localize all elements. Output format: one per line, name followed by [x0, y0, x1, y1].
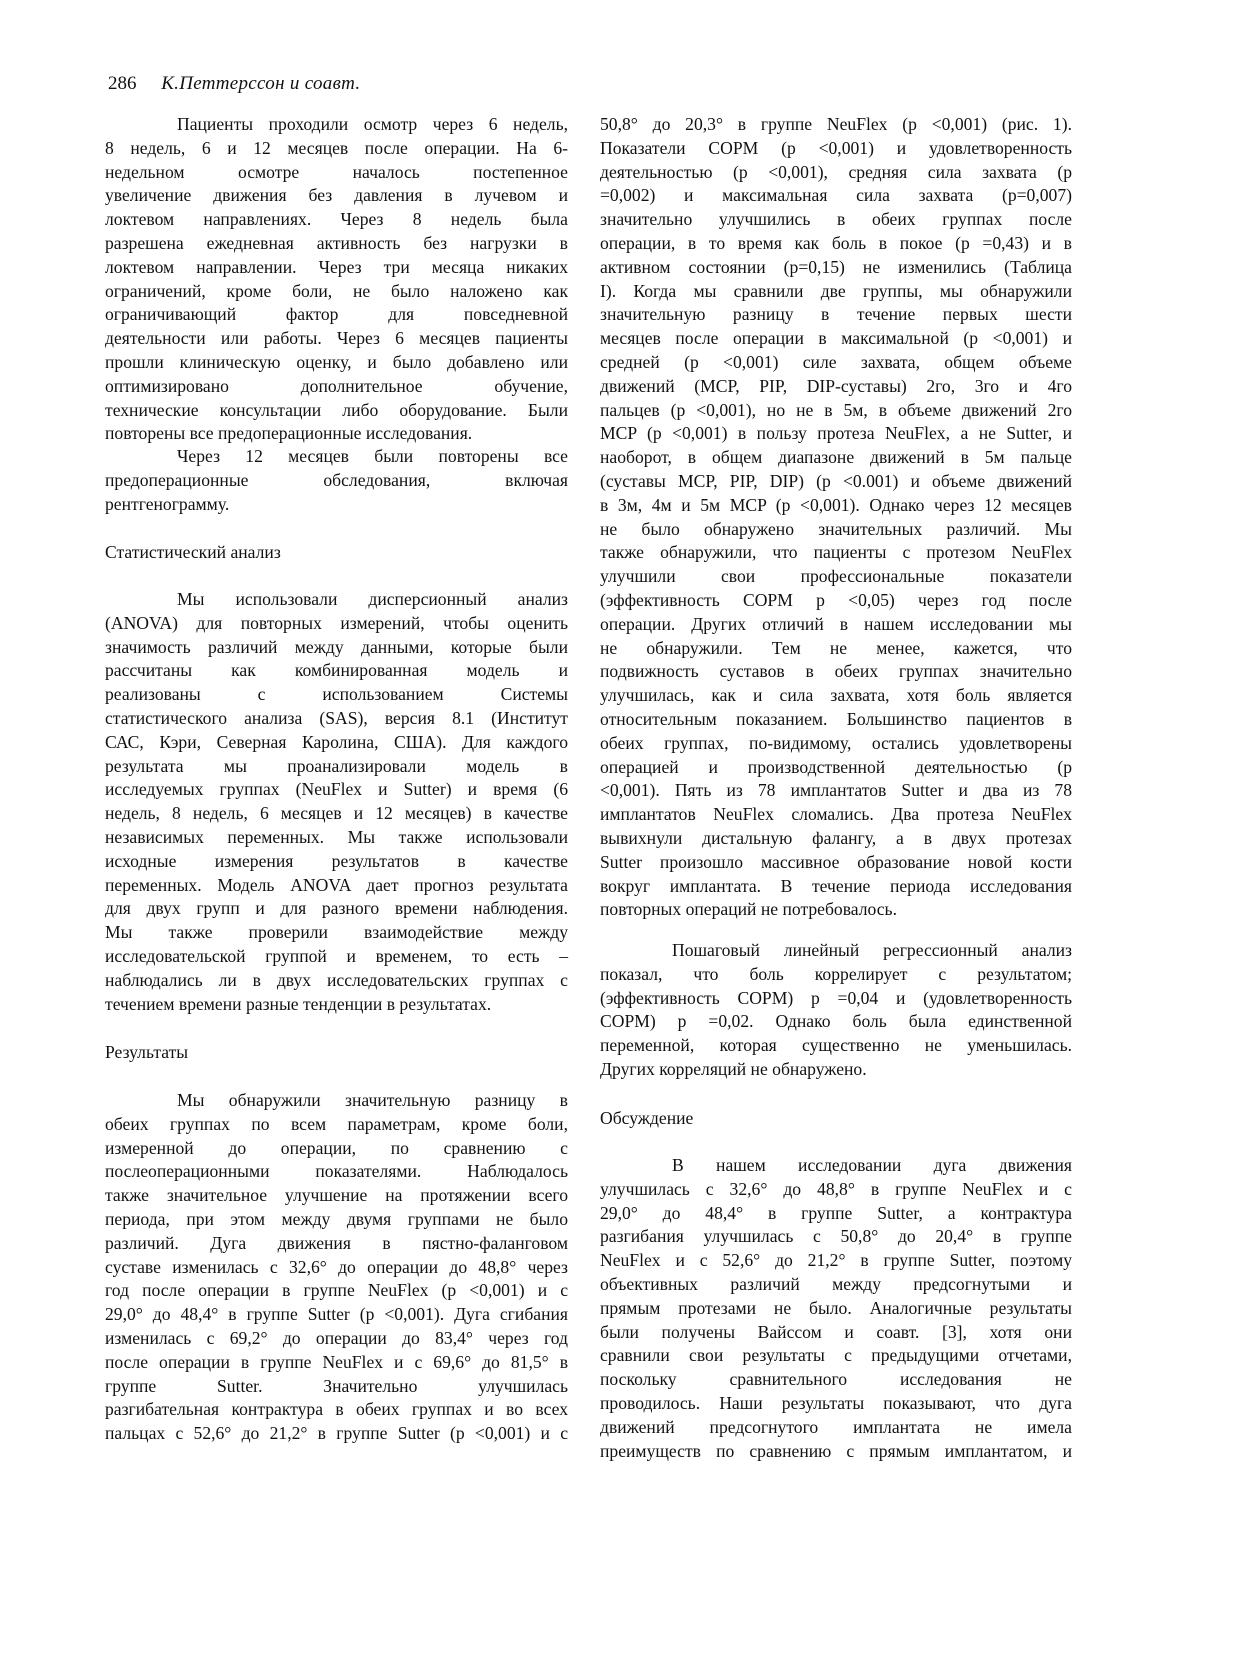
text-line: (ANOVA) для повторных измерений, чтобы оценить [105, 612, 568, 633]
right-paragraph-results-cont [600, 113, 1072, 922]
text-line: Мы также проверили взаимодействие между [105, 922, 568, 943]
text-line: движений предсогнутого имплантата не имела [600, 1416, 1072, 1437]
section-heading-statistics [105, 541, 568, 565]
text-line: (суставы MCP, PIP, DIP) (p <0.001) и объеме движений [600, 470, 1072, 491]
left-paragraph-12-months [105, 445, 568, 516]
text-line: прошли клиническую оценку, и было добавлено или [105, 351, 568, 372]
text-line: переменной, которая существенно не уменьшилась. [600, 1035, 1072, 1056]
text-line: Мы обнаружили значительную разницу в [177, 1090, 568, 1110]
text-line: САС, Кэри, Северная Каролина, США). Для каждого [105, 731, 568, 752]
text-line: улучшилась с 32,6° до 48,8° в группе NeuFlex и с [600, 1178, 1072, 1199]
text-line: активном состоянии (p=0,15) не изменились (Таблица [600, 256, 1072, 277]
text-line: значительную разницу в течение первых шести [600, 304, 1072, 325]
text-line: преимуществ по сравнению с прямым имплантатом, и [600, 1440, 1072, 1461]
text-line: 29,0° до 48,4° в группе Sutter, а контрактура [600, 1202, 1072, 1223]
text-line: для двух групп и для разного времени наблюдения. [105, 898, 568, 919]
text-line: 8 недель, 6 и 12 месяцев после операции. На 6- [105, 137, 568, 158]
text-line: <0,001). Пять из 78 имплантатов Sutter и два из 78 [600, 780, 1072, 801]
text-line: исследовательской группой и временем, то есть – [105, 945, 568, 966]
text-line: рентгенограмму. [105, 493, 230, 514]
heading-text: Статистический анализ [105, 542, 281, 562]
text-line: ограничивающий фактор для повседневной [105, 304, 568, 325]
section-heading-discussion [600, 1107, 1072, 1131]
text-line: статистического анализа (SAS), версия 8.1 (Институт [105, 707, 568, 728]
text-line: значительно улучшились в обеих группах после [600, 209, 1072, 230]
text-line: различий. Дуга движения в пястно-фаланговом [105, 1232, 568, 1253]
text-line: операцией и производственной деятельностью (p [600, 756, 1072, 777]
text-line: Пошаговый линейный регрессионный анализ [672, 940, 1072, 960]
text-line: Пациенты проходили осмотр через 6 недель, [177, 114, 568, 134]
text-line: улучшили свои профессиональные показатели [600, 566, 1072, 587]
text-line: результата мы проанализировали модель в [105, 755, 568, 776]
running-title: К.Петтерссон и соавт. [161, 73, 361, 94]
text-line: (эффективность COPM) p =0,04 и (удовлетворенность [600, 987, 1072, 1008]
text-line: 50,8° до 20,3° в группе NeuFlex (p <0,001) (рис. 1). [600, 114, 1072, 134]
text-line: значимость различий между данными, которые были [105, 636, 568, 657]
right-paragraph-discussion [600, 1154, 1072, 1463]
text-line: не обнаружили. Тем не менее, кажется, что [600, 637, 1072, 658]
text-line: подвижность суставов в обеих группах значительно [600, 661, 1072, 682]
left-paragraph-results [105, 1089, 568, 1446]
text-line: реализованы с использованием Системы [105, 684, 568, 705]
page-number: 286 [108, 73, 137, 94]
text-line: течением времени разные тенденции в результатах. [105, 993, 492, 1014]
text-line: увеличение движения без давления в лучевом и [105, 185, 568, 206]
text-line: после операции в группе NeuFlex и с 69,6° до 81,5° в [105, 1351, 568, 1372]
text-line: улучшилась, как и сила захвата, хотя боль является [600, 685, 1072, 706]
text-line: пальцев (p <0,001), но не в 5м, в объеме движений 2го [600, 399, 1072, 420]
text-line: операции, в то время как боль в покое (p =0,43) и в [600, 232, 1072, 253]
text-line: относительным показанием. Большинство пациентов в [600, 708, 1072, 729]
text-line: показал, что боль коррелирует с результатом; [600, 963, 1072, 984]
text-line: недельном осмотре началось постепенное [105, 161, 568, 182]
running-header [108, 73, 360, 95]
text-line: наоборот, в общем диапазоне движений в 5м пальце [600, 447, 1072, 468]
text-line: периода, при этом между двумя группами не было [105, 1208, 568, 1229]
text-line: COPM) p =0,02. Однако боль была единственной [600, 1011, 1072, 1032]
text-line: год после операции в группе NeuFlex (p <0,001) и с [105, 1280, 568, 1301]
heading-text: Обсуждение [600, 1108, 694, 1128]
text-line: =0,002) и максимальная сила захвата (p=0,007) [600, 185, 1072, 206]
text-line: сравнили свои результаты с предыдущими отчетами, [600, 1345, 1072, 1366]
section-heading-results [105, 1041, 568, 1065]
text-line: движений (MCP, PIP, DIP-суставы) 2го, 3го и 4го [600, 375, 1072, 396]
text-line: I). Когда мы сравнили две группы, мы обнаружили [600, 280, 1072, 301]
text-line: прямым протезами не было. Аналогичные результаты [600, 1297, 1072, 1318]
text-line: NeuFlex и с 52,6° до 21,2° в группе Sutter, поэтому [600, 1250, 1072, 1271]
text-line: (эффективность COPM p <0,05) через год после [600, 589, 1072, 610]
text-line: не было обнаружено значительных различий. Мы [600, 518, 1072, 539]
text-line: локтевом направлениях. Через 8 недель была [105, 209, 568, 230]
text-line: независимых переменных. Мы также использовали [105, 826, 568, 847]
text-line: поскольку сравнительного исследования не [600, 1369, 1072, 1390]
text-line: наблюдались ли в двух исследовательских группах с [105, 969, 568, 990]
text-line: Других корреляций не обнаружено. [600, 1058, 867, 1079]
text-line: обеих группах по всем параметрам, кроме боли, [105, 1113, 568, 1134]
text-line: технические консультации либо оборудование. Были [105, 399, 568, 420]
text-line: имплантатов NeuFlex сломались. Два протеза NeuFlex [600, 804, 1072, 825]
text-line: суставе изменилась с 32,6° до операции до 48,8° через [105, 1256, 568, 1277]
text-line: исходные измерения результатов в качестве [105, 850, 568, 871]
text-line: локтевом направлении. Через три месяца никаких [105, 256, 568, 277]
text-line: операции. Других отличий в нашем исследовании мы [600, 613, 1072, 634]
text-line: Мы использовали дисперсионный анализ [177, 589, 568, 609]
text-line: месяцев после операции в максимальной (p <0,001) и [600, 328, 1072, 349]
text-line: MCP (p <0,001) в пользу протеза NeuFlex, а не Sutter, и [600, 423, 1072, 444]
text-line: рассчитаны как комбинированная модель и [105, 660, 568, 681]
text-line: также обнаружили, что пациенты с протезом NeuFlex [600, 542, 1072, 563]
left-paragraph-statistics [105, 588, 568, 1016]
text-line: оптимизировано дополнительное обучение, [105, 375, 568, 396]
heading-text: Результаты [105, 1042, 189, 1062]
text-line: исследуемых группах (NeuFlex и Sutter) и время (6 [105, 779, 568, 800]
text-line: предоперационные обследования, включая [105, 469, 568, 490]
text-line: проводилось. Наши результаты показывают, что дуга [600, 1392, 1072, 1413]
text-line: в 3м, 4м и 5м MCP (p <0,001). Однако через 12 месяцев [600, 494, 1072, 515]
text-line: Через 12 месяцев были повторены все [177, 446, 568, 466]
text-line: В нашем исследовании дуга движения [672, 1155, 1072, 1175]
text-line: ограничений, кроме боли, не было наложено как [105, 280, 568, 301]
text-line: пальцах с 52,6° до 21,2° в группе Sutter (p <0,001) и с [105, 1423, 568, 1444]
text-line: повторены все предоперационные исследования. [105, 423, 473, 444]
text-line: измеренной до операции, по сравнению с [105, 1137, 568, 1158]
text-line: деятельностью (p <0,001), средняя сила захвата (p [600, 161, 1072, 182]
text-line: разгибания улучшилась с 50,8° до 20,4° в группе [600, 1226, 1072, 1247]
text-line: также значительное улучшение на протяжении всего [105, 1185, 568, 1206]
right-paragraph-regression [600, 939, 1072, 1082]
text-line: деятельности или работы. Через 6 месяцев пациенты [105, 328, 568, 349]
text-line: разрешена ежедневная активность без нагрузки в [105, 232, 568, 253]
text-line: вывихнули дистальную фалангу, а в двух протезах [600, 827, 1072, 848]
text-line: Показатели COPM (p <0,001) и удовлетворенность [600, 137, 1072, 158]
text-line: средней (p <0,001) силе захвата, общем объеме [600, 351, 1072, 372]
text-line: изменилась с 69,2° до операции до 83,4° через год [105, 1327, 568, 1348]
text-line: Sutter произошло массивное образование новой кости [600, 851, 1072, 872]
left-paragraph-followup [105, 113, 568, 446]
text-line: послеоперационными показателями. Наблюдалось [105, 1161, 568, 1182]
text-line: повторных операций не потребовалось. [600, 899, 897, 920]
text-line: разгибательная контрактура в обеих группах и во всех [105, 1399, 568, 1420]
text-line: объективных различий между предсогнутыми и [600, 1273, 1072, 1294]
text-line: переменных. Модель ANOVA дает прогноз результата [105, 874, 568, 895]
text-line: 29,0° до 48,4° в группе Sutter (p <0,001). Дуга сгибания [105, 1304, 568, 1325]
text-line: вокруг имплантата. В течение периода исследования [600, 875, 1072, 896]
text-line: были получены Вайссом и соавт. [3], хотя они [600, 1321, 1072, 1342]
text-line: группе Sutter. Значительно улучшилась [105, 1375, 568, 1396]
text-line: недель, 8 недель, 6 месяцев и 12 месяцев) в качестве [105, 803, 568, 824]
text-line: обеих группах, по-видимому, остались удовлетворены [600, 732, 1072, 753]
